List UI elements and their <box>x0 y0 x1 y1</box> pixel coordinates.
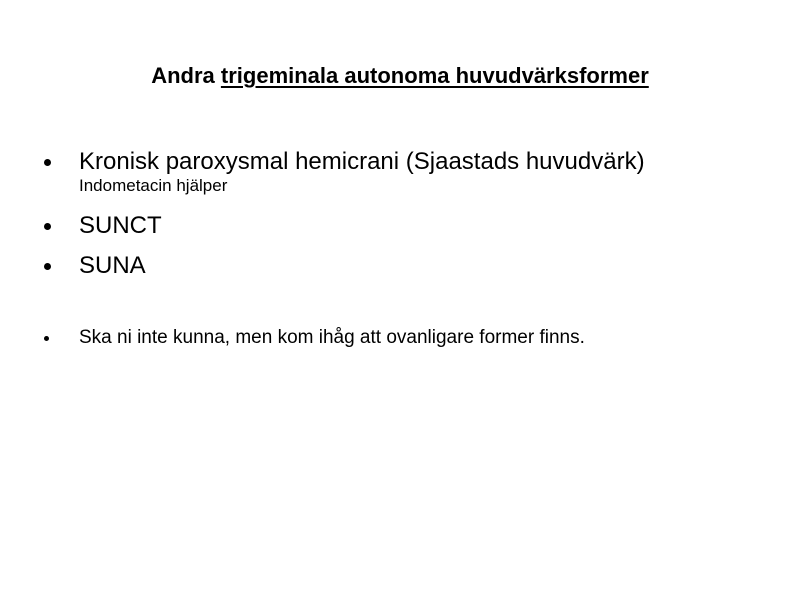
bullet-icon <box>44 336 49 341</box>
bullet-text: SUNCT <box>79 212 162 239</box>
bullet-subtext: Indometacin hjälper <box>79 176 228 195</box>
bullet-icon <box>44 263 51 270</box>
bullet-icon <box>44 159 51 166</box>
title-underlined: trigeminala autonoma huvudvärksformer <box>220 63 649 88</box>
bullet-icon <box>44 223 51 230</box>
slide-title <box>0 62 800 90</box>
bullet-text: SUNA <box>79 252 146 279</box>
bullet-text: Kronisk paroxysmal hemicrani (Sjaastads huvudvärk) <box>79 148 645 175</box>
bullet-text: Ska ni inte kunna, men kom ihåg att ovanligare former finns. <box>79 327 585 348</box>
title-prefix: Andra <box>151 63 221 88</box>
